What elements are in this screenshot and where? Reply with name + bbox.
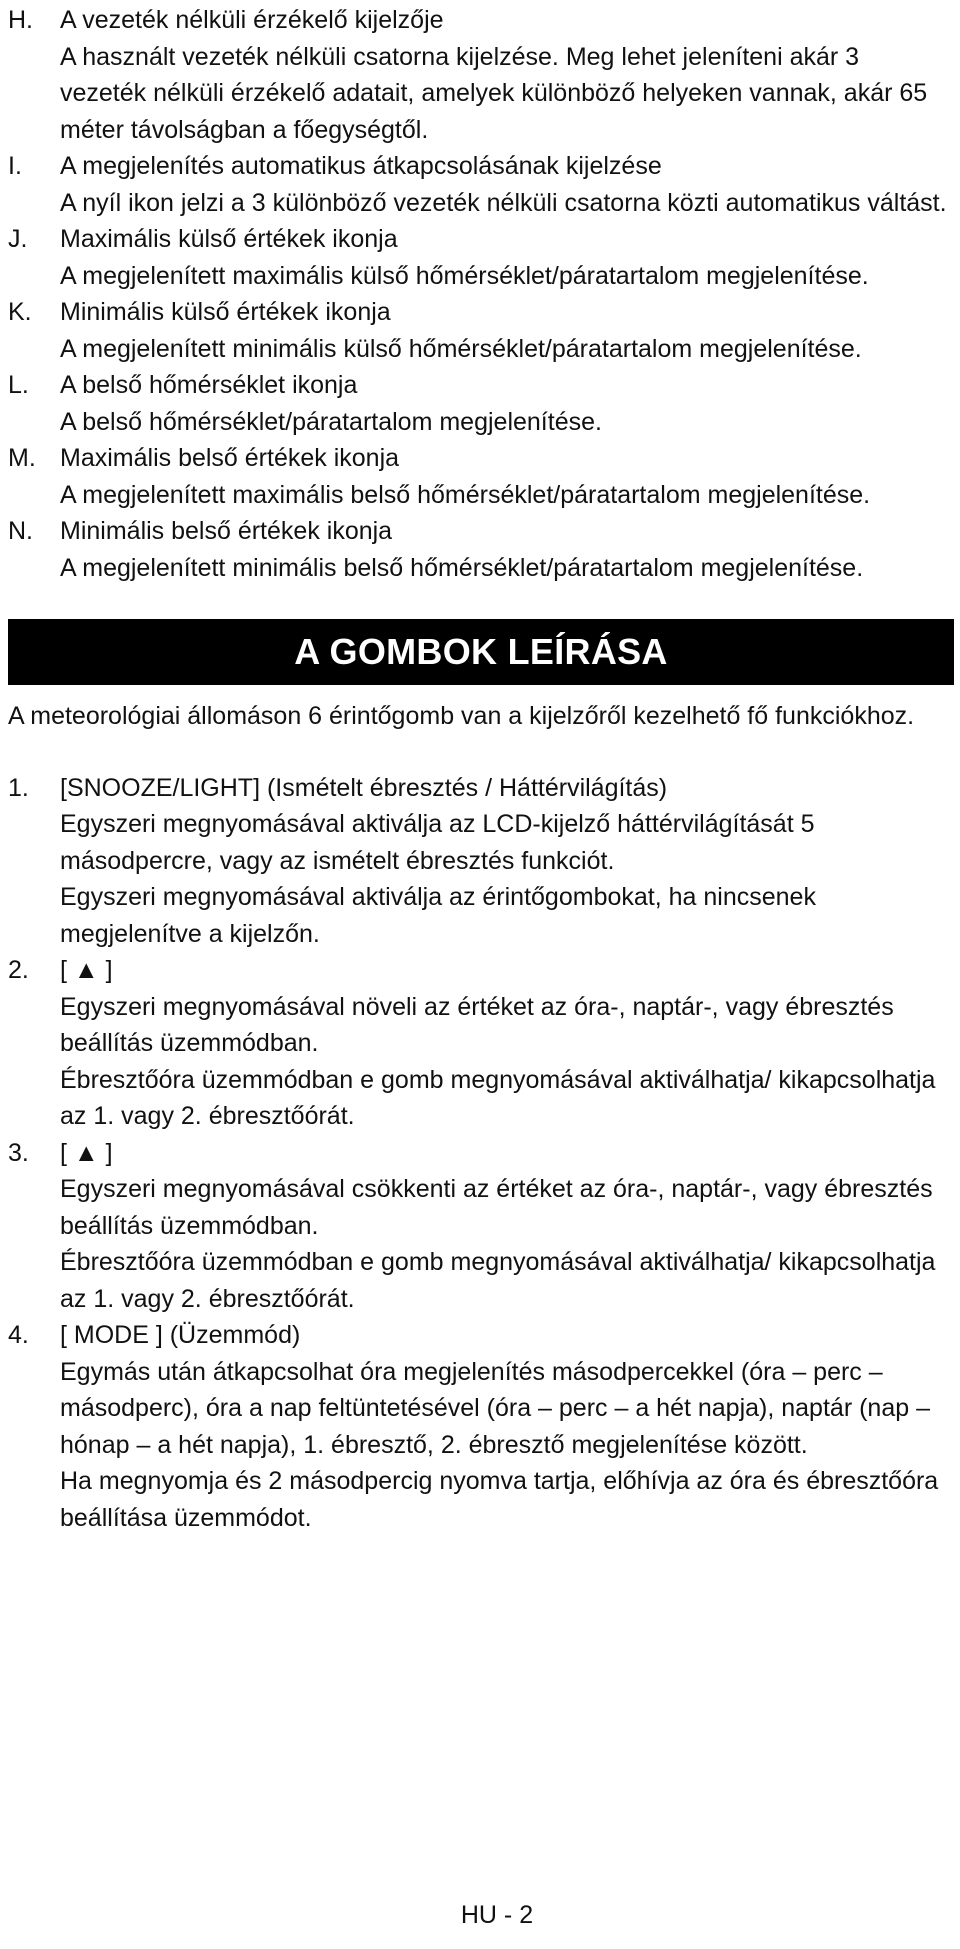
- list-item: [8, 221, 954, 294]
- item-description: A megjelenített maximális belső hőmérséklet/páratartalom megjelenítése.: [60, 480, 871, 509]
- item-title: Minimális belső értékek ikonja: [60, 517, 393, 545]
- item-title: A belső hőmérséklet ikonja: [60, 371, 358, 399]
- item-letter: K.: [8, 298, 32, 326]
- item-letter: M.: [8, 444, 36, 472]
- list-item: [8, 367, 954, 440]
- list-item: [8, 952, 954, 1135]
- item-number: 3.: [8, 1138, 29, 1167]
- item-letter: N.: [8, 517, 33, 545]
- item-number: 4.: [8, 1321, 29, 1349]
- item-title: Maximális külső értékek ikonja: [60, 225, 398, 253]
- item-description: A használt vezeték nélküli csatorna kijelzése. Meg lehet jeleníteni akár 3 vezeték nélküli érzékelő adatait, amelyek különböző helyeken vannak, akár 65 méter távolságban a főegységtől.: [60, 42, 928, 144]
- item-letter: I.: [8, 152, 22, 180]
- item-paragraph: Egyszeri megnyomásával aktiválja az érintőgombokat, ha nincsenek megjelenítve a kijelzőn.: [60, 883, 816, 948]
- item-title: [ ▲ ]: [60, 956, 113, 984]
- section-heading-banner: [8, 619, 954, 685]
- list-item: [8, 294, 954, 367]
- item-number: 2.: [8, 956, 29, 984]
- item-title: [SNOOZE/LIGHT] (Ismételt ébresztés / Háttérvilágítás): [60, 773, 668, 802]
- section-heading: A GOMBOK LEÍRÁSA: [294, 631, 668, 672]
- item-title: A vezeték nélküli érzékelő kijelzője: [60, 6, 444, 34]
- item-description: A nyíl ikon jelzi a 3 különböző vezeték nélküli csatorna közti automatikus váltást.: [60, 188, 947, 217]
- item-paragraph: Egyszeri megnyomásával növeli az értéket az óra-, naptár-, vagy ébresztés beállítás üzemmódban.: [60, 992, 894, 1057]
- item-paragraph: Egyszeri megnyomásával aktiválja az LCD-kijelző háttérvilágítását 5 másodpercre, vagy az ismételt ébresztés funkciót.: [60, 810, 815, 875]
- item-title: Maximális belső értékek ikonja: [60, 444, 400, 472]
- item-title: A megjelenítés automatikus átkapcsolásának kijelzése: [60, 152, 662, 180]
- item-letter: H.: [8, 6, 33, 34]
- list-item: [8, 770, 954, 953]
- item-description: A megjelenített minimális külső hőmérséklet/páratartalom megjelenítése.: [60, 334, 862, 363]
- list-item: [8, 1135, 954, 1318]
- item-number: 1.: [8, 773, 29, 802]
- list-item: [8, 2, 954, 148]
- manual-page: [8, 0, 954, 1536]
- item-description: A megjelenített maximális külső hőmérséklet/páratartalom megjelenítése.: [60, 261, 869, 290]
- item-paragraph: Ha megnyomja és 2 másodpercig nyomva tartja, előhívja az óra és ébresztőóra beállítása üzemmódot.: [60, 1467, 939, 1532]
- item-title: Minimális külső értékek ikonja: [60, 298, 391, 326]
- buttons-list: [8, 770, 954, 1537]
- item-paragraph: Ébresztőóra üzemmódban e gomb megnyomásával aktiválhatja/ kikapcsolhatja az 1. vagy 2. ébresztőórát.: [60, 1065, 936, 1130]
- page-number: HU - 2: [460, 1901, 534, 1929]
- item-paragraph: Ébresztőóra üzemmódban e gomb megnyomásával aktiválhatja/ kikapcsolhatja az 1. vagy 2. ébresztőórát.: [60, 1248, 936, 1313]
- item-description: A belső hőmérséklet/páratartalom megjelenítése.: [60, 407, 602, 436]
- item-title: [ MODE ] (Üzemmód): [60, 1321, 301, 1349]
- item-description: A megjelenített minimális belső hőmérséklet/páratartalom megjelenítése.: [60, 553, 864, 582]
- item-letter: J.: [8, 225, 28, 253]
- display-items-list: [8, 0, 954, 586]
- page-footer: [0, 1897, 960, 1933]
- list-item: [8, 440, 954, 513]
- list-item: [8, 1317, 954, 1536]
- section-intro: A meteorológiai állomáson 6 érintőgomb van a kijelzőről kezelhető fő funkciókhoz.: [8, 702, 915, 730]
- list-item: [8, 148, 954, 221]
- item-letter: L.: [8, 371, 29, 399]
- item-title: [ ▲ ]: [60, 1138, 113, 1167]
- list-item: [8, 513, 954, 586]
- item-paragraph: Egymás után átkapcsolhat óra megjelenítés másodpercekkel (óra – perc – másodperc), óra a nap feltüntetésével (óra – perc – a hét napja), naptár (nap – hónap – a hét napja), 1. ébresztő, 2. ébresztő megjelenítése között.: [60, 1357, 930, 1459]
- item-paragraph: Egyszeri megnyomásával csökkenti az értéket az óra-, naptár-, vagy ébresztés beállítás üzemmódban.: [60, 1175, 933, 1240]
